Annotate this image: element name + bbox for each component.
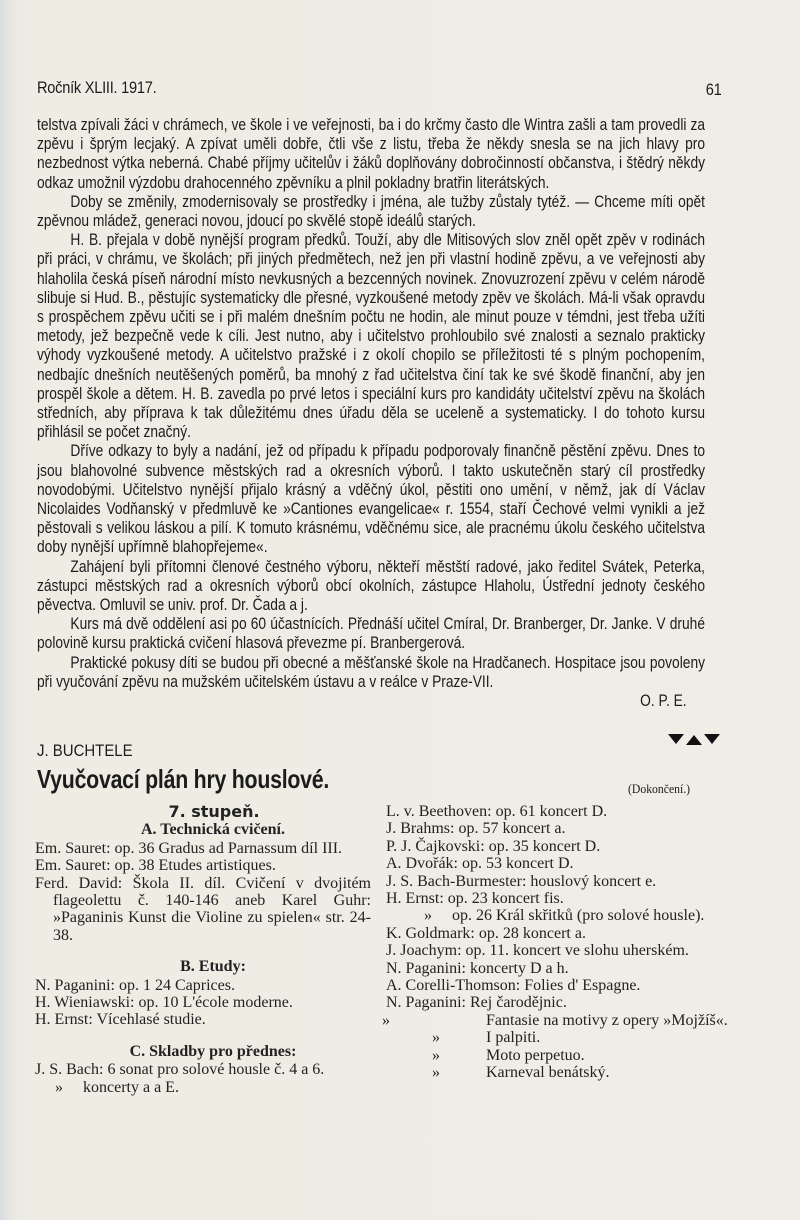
list-item-text: koncerty a a E. [83, 1078, 179, 1096]
section-heading [35, 958, 371, 975]
list-item: Em. Sauret: op. 38 Etudes artistiques. [35, 857, 276, 875]
list-item [382, 1011, 736, 1029]
paragraph: Praktické pokusy díti se budou při obecné a měšťanské škole na Hradčanech. Hospitace jsou povoleny při vyučování zpěvu na mužském učitelském ústavu a v reálce v Praze-VII. [37, 653, 705, 691]
left-column [35, 803, 371, 1096]
paragraph: Doby se změnily, zmodernisovaly se prostředky i jména, ale tužby zůstaly tytéž. — Chceme míti opět zpěvnou mládež, generaci novou, jdoucí po skvělé stopě ideálů starých. [37, 192, 705, 231]
triangle-ornament-icon [668, 734, 720, 746]
paragraph: Dříve odkazy to byly a nadání, jež od případu k případu podporovaly finančně pěstění zpěvu. Dnes to jsou blahovolné subvence městských rad a okresních výborů. I takto uskutečněn starý cíl prostředky novodobými. Učitelstvo nynější přijalo krásný a vděčný úkol, pěstiti ono umění, v němž, jak dí Václav Nicolaides Vodňanský v předmluvě ke »Cantiones evangelicae« r. 1554, staří Čechové velmi vynikli a jež pěstovali s velikou láskou a pilí. K tomuto krásnému, vděčnému sice, ale pracnému úkolu českého učitelstva doby nynější upřímně blahopřejeme«. [37, 442, 705, 557]
ditto-mark: » [424, 907, 432, 925]
grade-heading: 7. stupeň. [168, 802, 260, 821]
list-item: H. Ernst: Vícehlasé studie. [35, 1011, 206, 1029]
article-body [37, 116, 705, 711]
paragraph: telstva zpívali žáci v chrámech, ve škole i ve veřejnosti, ba i do krčmy často dle Wintra zašli a tam provedli za zpěvu i šprým lecjaký. A zpívat uměli dobře, čtli vše z listu, třeba že někdy snesla se na jich hlavy pro nezbednost výtka neberná. Chabé příjmy učitelův i žáků doplňovány dobročinností občanstva, i štědrý někdy odkaz umožnil výzdobu drahocenného zpěvníku a plnil pokladny bratřin literátských. [37, 116, 705, 192]
section-c-heading: C. Skladby pro přednes: [129, 1042, 297, 1060]
list-item-text: Fantasie na motivy z opery »Mojžíš«. [486, 1011, 728, 1029]
list-item-text: op. 26 Král skřitků (pro solové housle). [452, 907, 705, 925]
ditto-mark: » [432, 1029, 440, 1047]
list-item: N. Paganini: Rej čarodějnic. [386, 994, 567, 1012]
list-item [386, 1064, 736, 1081]
list-item: A. Dvořák: op. 53 koncert D. [386, 855, 574, 873]
section-b-heading: B. Etudy: [180, 958, 246, 976]
section-heading [35, 1043, 371, 1060]
right-column [382, 803, 736, 1082]
ditto-mark: » [432, 1046, 440, 1064]
list-item: H. Wieniawski: op. 10 L'école moderne. [35, 994, 293, 1012]
article-title: Vyučovací plán hry houslové. [37, 764, 330, 794]
list-item: J. Joachym: op. 11. koncert ve slohu uherském. [386, 942, 689, 960]
paragraph: H. B. přejala v době nynější program předků. Touží, aby dle Mitisových slov zněl opět zpěv v rodinách při práci, v chrámu, ve školách; při jiných předmětech, než jen při vlastní hodině zpěvu, a ve veřejnosti aby hlaholila česká píseň národní místo nevkusných a bezcenných novinek. Znovuzrození zpěvu v celém národě slibuje si Hud. B., pěstujíc systematicky dle přesné, vyzkoušené metody zpěv ve školách. Má-li však opravdu s prospěchem zpěvu učiti se i při malém dnešním počtu ne hodin, ale minut pouze v témdni, jest třeba užíti metody, jež bezpečně vede k cíli. Jest nutno, aby i učitelstvo prohloubilo své znalosti a seznalo prakticky výhody vyzkoušené metody. A učitelstvo pražské i z okolí chopilo se příležitosti té s plným pochopením, nedbajíc dnešních neutěšených poměrů, ba mnohý z řad učitelstva činí tak ke své škodě finanční, aby jen prospěl škole a dětem. H. B. zavedla po prvé letos i speciální kurs pro kandidáty učitelství zpěvu na školách středních, aby příprava k tak důležitému dnes úřadu děla se uceleně a systematicky. I do tohoto kursu přihlásil se počet značný. [37, 231, 705, 442]
list-item: L. v. Beethoven: op. 61 koncert D. [386, 803, 608, 820]
paragraph: Kurs má dvě oddělení asi po 60 účastnících. Přednáší učitel Cmíral, Dr. Branberger, Dr. Janke. V druhé polovině kursu praktická cvičení hlasová převezme pí. Branbergerová. [37, 615, 705, 653]
list-item: Em. Sauret: op. 36 Gradus ad Parnassum díl III. [35, 839, 343, 857]
list-item: K. Goldmark: op. 28 koncert a. [386, 924, 586, 942]
list-item: J. S. Bach-Burmester: houslový koncert e. [386, 872, 657, 890]
list-item: J. Brahms: op. 57 koncert a. [386, 820, 566, 838]
list-item-text: I palpiti. [486, 1029, 541, 1047]
list-item: A. Corelli-Thomson: Folies d' Espagne. [386, 977, 641, 995]
page-number: 61 [705, 80, 722, 99]
list-item [386, 907, 736, 924]
list-item: P. J. Čajkovski: op. 35 koncert D. [386, 837, 601, 855]
list-item: H. Ernst: op. 23 koncert fis. [386, 890, 564, 908]
paragraph: Zahájení byli přítomni členové čestného výboru, někteří městští radové, jako ředitel Svátek, Peterka, zástupci městských rad a okresních výborů obcí okolních, zástupce Hlaholu, Ústřední jednoty českého pěvectva. Omluvil se univ. prof. Dr. Čada a j. [37, 557, 705, 615]
ditto-mark: » [382, 1011, 390, 1029]
signature: O. P. E. [640, 692, 687, 711]
list-item: Ferd. David: Škola II. díl. Cvičení v dvojitém flageolettu č. 140-146 aneb Karel Guhr: »Paganinis Kunst die Violine zu spielen« str. 24-38. [35, 874, 371, 944]
section-heading [35, 821, 371, 838]
list-item-text: Moto perpetuo. [486, 1046, 585, 1064]
list-item [386, 1029, 736, 1046]
list-item: N. Paganini: koncerty D a h. [386, 959, 569, 977]
ditto-mark: » [55, 1078, 63, 1096]
ditto-mark: » [432, 1064, 440, 1082]
list-item-text: Karneval benátský. [486, 1064, 610, 1082]
section-a-heading: A. Technická cvičení. [140, 821, 285, 839]
list-item [35, 1079, 371, 1096]
running-head [37, 78, 722, 99]
list-item [386, 1047, 736, 1064]
volume-year: Ročník XLIII. 1917. [37, 78, 157, 97]
list-item: J. S. Bach: 6 sonat pro solové housle č. 4 a 6. [35, 1061, 325, 1079]
article-author: J. BUCHTELE [37, 741, 133, 760]
list-item: N. Paganini: op. 1 24 Caprices. [35, 976, 235, 994]
continued-note: (Dokončení.) [628, 781, 691, 796]
